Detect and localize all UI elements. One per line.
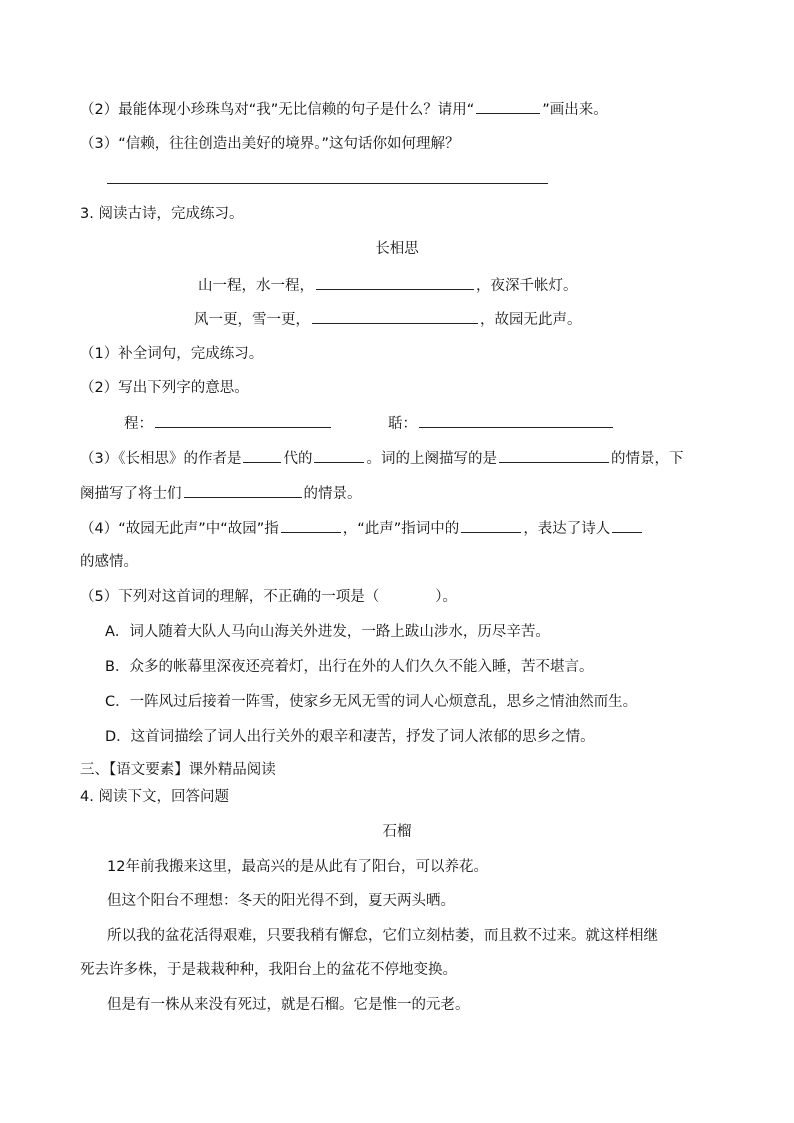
q3-part5 [80,587,457,607]
poem-title: 长相思 [375,241,419,257]
q3-part5-pre: （5）下列对这首词的理解，不正确的一项是（ [80,589,380,605]
q3-part3-text-b: 代的 [283,451,313,467]
answer-blank[interactable] [476,99,540,114]
cisheng-blank[interactable] [461,518,521,533]
word-meaning-1 [124,413,333,434]
lower-stanza-blank[interactable] [184,483,302,498]
answer-line[interactable] [107,183,548,184]
q2-part2-post: ”画出来。 [542,102,608,118]
poem-blank-1[interactable] [316,275,474,290]
q3-part4-line2: 的感情。 [80,554,138,570]
q3-part2: （2）写出下列字的意思。 [80,380,249,396]
poem-line-2-pre: 风一更，雪一更， [194,312,310,328]
poem-line-2-post: ，故园无此声。 [480,312,582,328]
q3-part4-text-b: ，“此声”指词中的 [342,521,460,537]
poem-blank-2[interactable] [312,309,478,324]
q3-part3-text-d: 的情景，下 [610,451,684,467]
word-2-blank[interactable] [419,413,613,428]
upper-stanza-blank[interactable] [499,448,609,463]
q3-part1: （1）补全词句，完成练习。 [80,346,264,362]
article-paragraph: 12年前我搬来这里，最高兴的是从此有了阳台，可以养花。 [107,859,488,875]
q3-part3-text-e: 阕描写了将士们 [80,486,182,502]
q3-part3-line2 [80,483,362,504]
poem-line-1 [198,275,578,296]
poem-line-2 [194,309,582,330]
option-c: C．一阵风过后接着一阵雪，使家乡无风无雪的词人心烦意乱，思乡之情油然而生。 [105,694,638,710]
article-paragraph: 所以我的盆花活得艰难，只要我稍有懈怠，它们立刻枯萎，而且救不过来。就这样相继 [107,928,658,944]
article-paragraph: 但是有一株从来没有死过，就是石榴。它是惟一的元老。 [107,997,470,1013]
q3-part3-line1 [80,448,683,469]
q2-part3-line: （3）“信赖，往往创造出美好的境界。”这句话你如何理解？ [80,136,460,152]
q3-heading: 3. 阅读古诗，完成练习。 [80,206,244,222]
q2-part2-line [80,99,608,120]
poem-line-1-post: ，夜深千帐灯。 [476,278,578,294]
article-paragraph: 但这个阳台不理想：冬天的阳光得不到，夏天两头晒。 [107,893,455,909]
q2-part2-pre: （2）最能体现小珍珠鸟对“我”无比信赖的句子是什么？请用“ [80,102,475,118]
q3-part3-text-f: 的情景。 [303,486,362,502]
q3-part4-text-a: （4）“故园无此声”中“故园”指 [80,521,279,537]
option-d: D．这首词描绘了词人出行关外的艰辛和凄苦，抒发了词人浓郁的思乡之情。 [105,729,595,745]
poem-line-1-pre: 山一程，水一程， [198,278,314,294]
word-1-blank[interactable] [155,413,331,428]
author-name-blank[interactable] [314,448,364,463]
q3-part3-text-a: （3）《长相思》的作者是 [80,451,242,467]
q4-heading: 4. 阅读下文，回答问题 [80,789,229,805]
word-meaning-2 [388,413,615,434]
feeling-blank[interactable] [612,518,642,533]
author-era-blank[interactable] [243,448,281,463]
article-paragraph: 死去许多株，于是栽栽种种，我阳台上的盆花不停地变换。 [80,962,457,978]
option-a: A．词人随着大队人马向山海关外进发，一路上跋山涉水，历尽辛苦。 [105,624,550,640]
q3-part3-text-c: 。词的上阕描写的是 [366,451,497,467]
word-1-label: 程： [124,416,153,432]
q3-part4-line1 [80,518,644,539]
word-2-label: 聒： [388,416,417,432]
option-b: B．众多的帐幕里深夜还亮着灯，出行在外的人们久久不能入睡，苦不堪言。 [105,659,594,675]
q3-part5-post: ）。 [435,589,457,605]
section-3-heading: 三、【语文要素】课外精品阅读 [80,762,276,778]
article-title: 石榴 [382,824,412,840]
q3-part4-text-c: ，表达了诗人 [523,521,611,537]
guyuan-blank[interactable] [281,518,341,533]
